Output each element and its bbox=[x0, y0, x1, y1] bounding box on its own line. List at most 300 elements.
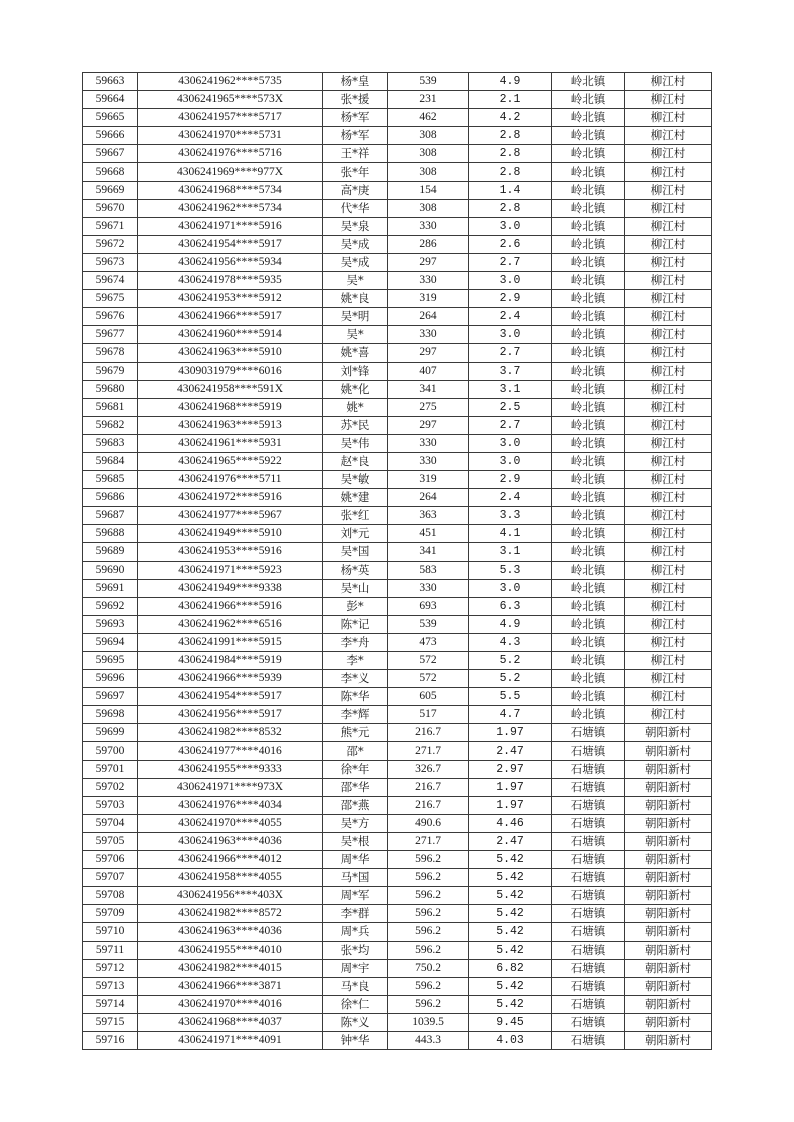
id-number-cell: 4306241976****5711 bbox=[138, 471, 323, 489]
table-row bbox=[83, 525, 712, 543]
id-number-cell: 4306241977****4016 bbox=[138, 742, 323, 760]
name-cell: 刘*元 bbox=[323, 525, 388, 543]
name-cell: 马*良 bbox=[323, 977, 388, 995]
name-cell: 钟*华 bbox=[323, 1031, 388, 1049]
amount-cell: 2.7 bbox=[469, 344, 552, 362]
town-cell: 岭北镇 bbox=[552, 73, 625, 91]
id-number-cell: 4306241972****5916 bbox=[138, 489, 323, 507]
village-cell: 柳江村 bbox=[625, 489, 712, 507]
area-cell: 341 bbox=[388, 543, 469, 561]
name-cell: 邵*燕 bbox=[323, 796, 388, 814]
name-cell: 张*年 bbox=[323, 163, 388, 181]
village-cell: 柳江村 bbox=[625, 109, 712, 127]
serial-cell: 59709 bbox=[83, 905, 138, 923]
village-cell: 朝阳新村 bbox=[625, 814, 712, 832]
area-cell: 1039.5 bbox=[388, 1013, 469, 1031]
amount-cell: 1.97 bbox=[469, 724, 552, 742]
village-cell: 朝阳新村 bbox=[625, 724, 712, 742]
village-cell: 朝阳新村 bbox=[625, 887, 712, 905]
area-cell: 330 bbox=[388, 452, 469, 470]
id-number-cell: 4306241982****4015 bbox=[138, 959, 323, 977]
serial-cell: 59675 bbox=[83, 290, 138, 308]
table-row bbox=[83, 1031, 712, 1049]
amount-cell: 2.8 bbox=[469, 127, 552, 145]
amount-cell: 4.1 bbox=[469, 525, 552, 543]
serial-cell: 59674 bbox=[83, 272, 138, 290]
id-number-cell: 4306241977****5967 bbox=[138, 507, 323, 525]
serial-cell: 59712 bbox=[83, 959, 138, 977]
serial-cell: 59704 bbox=[83, 814, 138, 832]
town-cell: 岭北镇 bbox=[552, 163, 625, 181]
id-number-cell: 4306241984****5919 bbox=[138, 652, 323, 670]
area-cell: 275 bbox=[388, 398, 469, 416]
serial-cell: 59686 bbox=[83, 489, 138, 507]
amount-cell: 3.3 bbox=[469, 507, 552, 525]
amount-cell: 2.6 bbox=[469, 235, 552, 253]
serial-cell: 59689 bbox=[83, 543, 138, 561]
amount-cell: 3.7 bbox=[469, 362, 552, 380]
name-cell: 吴*泉 bbox=[323, 217, 388, 235]
amount-cell: 9.45 bbox=[469, 1013, 552, 1031]
name-cell: 李* bbox=[323, 652, 388, 670]
town-cell: 石塘镇 bbox=[552, 796, 625, 814]
amount-cell: 2.1 bbox=[469, 91, 552, 109]
town-cell: 岭北镇 bbox=[552, 670, 625, 688]
amount-cell: 4.7 bbox=[469, 706, 552, 724]
id-number-cell: 4306241963****4036 bbox=[138, 832, 323, 850]
town-cell: 岭北镇 bbox=[552, 127, 625, 145]
town-cell: 石塘镇 bbox=[552, 832, 625, 850]
table-row bbox=[83, 91, 712, 109]
serial-cell: 59673 bbox=[83, 253, 138, 271]
area-cell: 330 bbox=[388, 217, 469, 235]
area-cell: 264 bbox=[388, 489, 469, 507]
id-number-cell: 4306241956****5934 bbox=[138, 253, 323, 271]
serial-cell: 59664 bbox=[83, 91, 138, 109]
area-cell: 297 bbox=[388, 344, 469, 362]
id-number-cell: 4306241962****5735 bbox=[138, 73, 323, 91]
village-cell: 柳江村 bbox=[625, 91, 712, 109]
name-cell: 周*宇 bbox=[323, 959, 388, 977]
amount-cell: 3.0 bbox=[469, 326, 552, 344]
serial-cell: 59682 bbox=[83, 416, 138, 434]
name-cell: 吴*国 bbox=[323, 543, 388, 561]
serial-cell: 59671 bbox=[83, 217, 138, 235]
id-number-cell: 4306241970****4016 bbox=[138, 995, 323, 1013]
table-row bbox=[83, 561, 712, 579]
town-cell: 石塘镇 bbox=[552, 959, 625, 977]
area-cell: 297 bbox=[388, 253, 469, 271]
table-row bbox=[83, 778, 712, 796]
area-cell: 596.2 bbox=[388, 887, 469, 905]
village-cell: 柳江村 bbox=[625, 398, 712, 416]
table-row bbox=[83, 127, 712, 145]
id-number-cell: 4306241971****5923 bbox=[138, 561, 323, 579]
town-cell: 岭北镇 bbox=[552, 543, 625, 561]
name-cell: 王*祥 bbox=[323, 145, 388, 163]
town-cell: 石塘镇 bbox=[552, 995, 625, 1013]
table-row bbox=[83, 760, 712, 778]
town-cell: 岭北镇 bbox=[552, 290, 625, 308]
name-cell: 赵*良 bbox=[323, 452, 388, 470]
village-cell: 朝阳新村 bbox=[625, 1031, 712, 1049]
town-cell: 岭北镇 bbox=[552, 525, 625, 543]
name-cell: 吴*根 bbox=[323, 832, 388, 850]
village-cell: 朝阳新村 bbox=[625, 905, 712, 923]
area-cell: 286 bbox=[388, 235, 469, 253]
id-number-cell: 4306241963****5910 bbox=[138, 344, 323, 362]
serial-cell: 59681 bbox=[83, 398, 138, 416]
town-cell: 石塘镇 bbox=[552, 869, 625, 887]
village-cell: 柳江村 bbox=[625, 416, 712, 434]
area-cell: 407 bbox=[388, 362, 469, 380]
amount-cell: 2.9 bbox=[469, 471, 552, 489]
area-cell: 326.7 bbox=[388, 760, 469, 778]
area-cell: 308 bbox=[388, 199, 469, 217]
amount-cell: 2.47 bbox=[469, 832, 552, 850]
town-cell: 岭北镇 bbox=[552, 597, 625, 615]
town-cell: 石塘镇 bbox=[552, 887, 625, 905]
area-cell: 583 bbox=[388, 561, 469, 579]
amount-cell: 5.2 bbox=[469, 670, 552, 688]
amount-cell: 4.3 bbox=[469, 633, 552, 651]
id-number-cell: 4306241966****5917 bbox=[138, 308, 323, 326]
village-cell: 柳江村 bbox=[625, 362, 712, 380]
amount-cell: 4.46 bbox=[469, 814, 552, 832]
serial-cell: 59688 bbox=[83, 525, 138, 543]
town-cell: 石塘镇 bbox=[552, 724, 625, 742]
amount-cell: 2.7 bbox=[469, 416, 552, 434]
amount-cell: 5.3 bbox=[469, 561, 552, 579]
village-cell: 朝阳新村 bbox=[625, 941, 712, 959]
table-row bbox=[83, 109, 712, 127]
table-row bbox=[83, 851, 712, 869]
amount-cell: 5.2 bbox=[469, 652, 552, 670]
town-cell: 岭北镇 bbox=[552, 398, 625, 416]
village-cell: 柳江村 bbox=[625, 525, 712, 543]
village-cell: 柳江村 bbox=[625, 670, 712, 688]
serial-cell: 59683 bbox=[83, 434, 138, 452]
name-cell: 周*兵 bbox=[323, 923, 388, 941]
serial-cell: 59667 bbox=[83, 145, 138, 163]
village-cell: 柳江村 bbox=[625, 199, 712, 217]
area-cell: 271.7 bbox=[388, 832, 469, 850]
village-cell: 柳江村 bbox=[625, 217, 712, 235]
town-cell: 岭北镇 bbox=[552, 145, 625, 163]
village-cell: 柳江村 bbox=[625, 145, 712, 163]
amount-cell: 5.42 bbox=[469, 905, 552, 923]
id-number-cell: 4306241968****5734 bbox=[138, 181, 323, 199]
serial-cell: 59714 bbox=[83, 995, 138, 1013]
town-cell: 岭北镇 bbox=[552, 380, 625, 398]
name-cell: 张*援 bbox=[323, 91, 388, 109]
town-cell: 岭北镇 bbox=[552, 688, 625, 706]
table-row bbox=[83, 941, 712, 959]
name-cell: 李*义 bbox=[323, 670, 388, 688]
village-cell: 柳江村 bbox=[625, 253, 712, 271]
name-cell: 姚*建 bbox=[323, 489, 388, 507]
name-cell: 姚*喜 bbox=[323, 344, 388, 362]
town-cell: 石塘镇 bbox=[552, 760, 625, 778]
id-number-cell: 4306241965****573X bbox=[138, 91, 323, 109]
table-row bbox=[83, 597, 712, 615]
name-cell: 李*辉 bbox=[323, 706, 388, 724]
town-cell: 岭北镇 bbox=[552, 452, 625, 470]
town-cell: 岭北镇 bbox=[552, 91, 625, 109]
amount-cell: 2.5 bbox=[469, 398, 552, 416]
id-number-cell: 4306241982****8572 bbox=[138, 905, 323, 923]
serial-cell: 59663 bbox=[83, 73, 138, 91]
town-cell: 岭北镇 bbox=[552, 507, 625, 525]
area-cell: 216.7 bbox=[388, 778, 469, 796]
area-cell: 596.2 bbox=[388, 869, 469, 887]
town-cell: 石塘镇 bbox=[552, 742, 625, 760]
town-cell: 石塘镇 bbox=[552, 1013, 625, 1031]
serial-cell: 59701 bbox=[83, 760, 138, 778]
name-cell: 苏*民 bbox=[323, 416, 388, 434]
serial-cell: 59716 bbox=[83, 1031, 138, 1049]
area-cell: 216.7 bbox=[388, 724, 469, 742]
serial-cell: 59705 bbox=[83, 832, 138, 850]
name-cell: 陈*华 bbox=[323, 688, 388, 706]
id-number-cell: 4306241966****3871 bbox=[138, 977, 323, 995]
id-number-cell: 4306241962****5734 bbox=[138, 199, 323, 217]
table-row bbox=[83, 977, 712, 995]
serial-cell: 59678 bbox=[83, 344, 138, 362]
area-cell: 330 bbox=[388, 272, 469, 290]
amount-cell: 3.0 bbox=[469, 434, 552, 452]
serial-cell: 59715 bbox=[83, 1013, 138, 1031]
village-cell: 朝阳新村 bbox=[625, 760, 712, 778]
table-row bbox=[83, 905, 712, 923]
area-cell: 154 bbox=[388, 181, 469, 199]
serial-cell: 59666 bbox=[83, 127, 138, 145]
id-number-cell: 4306241956****403X bbox=[138, 887, 323, 905]
table-row bbox=[83, 290, 712, 308]
name-cell: 李*舟 bbox=[323, 633, 388, 651]
village-cell: 柳江村 bbox=[625, 290, 712, 308]
table-row bbox=[83, 923, 712, 941]
village-cell: 朝阳新村 bbox=[625, 851, 712, 869]
amount-cell: 2.7 bbox=[469, 253, 552, 271]
id-number-cell: 4306241949****9338 bbox=[138, 579, 323, 597]
village-cell: 柳江村 bbox=[625, 235, 712, 253]
town-cell: 岭北镇 bbox=[552, 199, 625, 217]
serial-cell: 59690 bbox=[83, 561, 138, 579]
name-cell: 杨*军 bbox=[323, 109, 388, 127]
village-cell: 柳江村 bbox=[625, 163, 712, 181]
amount-cell: 5.42 bbox=[469, 869, 552, 887]
id-number-cell: 4306241953****5916 bbox=[138, 543, 323, 561]
table-row bbox=[83, 73, 712, 91]
serial-cell: 59702 bbox=[83, 778, 138, 796]
area-cell: 363 bbox=[388, 507, 469, 525]
amount-cell: 3.0 bbox=[469, 579, 552, 597]
area-cell: 319 bbox=[388, 471, 469, 489]
serial-cell: 59672 bbox=[83, 235, 138, 253]
amount-cell: 1.4 bbox=[469, 181, 552, 199]
name-cell: 吴*伟 bbox=[323, 434, 388, 452]
town-cell: 岭北镇 bbox=[552, 253, 625, 271]
amount-cell: 3.1 bbox=[469, 380, 552, 398]
id-number-cell: 4306241963****4036 bbox=[138, 923, 323, 941]
area-cell: 596.2 bbox=[388, 977, 469, 995]
amount-cell: 1.97 bbox=[469, 778, 552, 796]
serial-cell: 59693 bbox=[83, 615, 138, 633]
amount-cell: 2.9 bbox=[469, 290, 552, 308]
id-number-cell: 4306241968****4037 bbox=[138, 1013, 323, 1031]
village-cell: 朝阳新村 bbox=[625, 796, 712, 814]
area-cell: 572 bbox=[388, 670, 469, 688]
name-cell: 彭* bbox=[323, 597, 388, 615]
id-number-cell: 4306241982****8532 bbox=[138, 724, 323, 742]
village-cell: 柳江村 bbox=[625, 633, 712, 651]
town-cell: 岭北镇 bbox=[552, 272, 625, 290]
area-cell: 271.7 bbox=[388, 742, 469, 760]
serial-cell: 59697 bbox=[83, 688, 138, 706]
id-number-cell: 4306241966****4012 bbox=[138, 851, 323, 869]
serial-cell: 59680 bbox=[83, 380, 138, 398]
town-cell: 石塘镇 bbox=[552, 851, 625, 869]
name-cell: 吴*山 bbox=[323, 579, 388, 597]
town-cell: 岭北镇 bbox=[552, 344, 625, 362]
village-cell: 柳江村 bbox=[625, 688, 712, 706]
name-cell: 李*群 bbox=[323, 905, 388, 923]
name-cell: 吴*敏 bbox=[323, 471, 388, 489]
village-cell: 柳江村 bbox=[625, 181, 712, 199]
serial-cell: 59679 bbox=[83, 362, 138, 380]
town-cell: 石塘镇 bbox=[552, 923, 625, 941]
name-cell: 杨*皇 bbox=[323, 73, 388, 91]
area-cell: 605 bbox=[388, 688, 469, 706]
town-cell: 岭北镇 bbox=[552, 615, 625, 633]
town-cell: 岭北镇 bbox=[552, 235, 625, 253]
serial-cell: 59685 bbox=[83, 471, 138, 489]
id-number-cell: 4306241971****4091 bbox=[138, 1031, 323, 1049]
town-cell: 岭北镇 bbox=[552, 217, 625, 235]
village-cell: 柳江村 bbox=[625, 73, 712, 91]
amount-cell: 2.8 bbox=[469, 199, 552, 217]
area-cell: 539 bbox=[388, 615, 469, 633]
area-cell: 572 bbox=[388, 652, 469, 670]
table-row bbox=[83, 652, 712, 670]
name-cell: 周*华 bbox=[323, 851, 388, 869]
village-cell: 朝阳新村 bbox=[625, 923, 712, 941]
village-cell: 柳江村 bbox=[625, 452, 712, 470]
table-row bbox=[83, 959, 712, 977]
table-row bbox=[83, 235, 712, 253]
village-cell: 柳江村 bbox=[625, 561, 712, 579]
amount-cell: 5.5 bbox=[469, 688, 552, 706]
name-cell: 代*华 bbox=[323, 199, 388, 217]
village-cell: 柳江村 bbox=[625, 579, 712, 597]
amount-cell: 3.1 bbox=[469, 543, 552, 561]
name-cell: 徐*年 bbox=[323, 760, 388, 778]
area-cell: 308 bbox=[388, 127, 469, 145]
table-row bbox=[83, 416, 712, 434]
name-cell: 吴*方 bbox=[323, 814, 388, 832]
town-cell: 石塘镇 bbox=[552, 1031, 625, 1049]
amount-cell: 1.97 bbox=[469, 796, 552, 814]
amount-cell: 3.0 bbox=[469, 217, 552, 235]
town-cell: 石塘镇 bbox=[552, 814, 625, 832]
name-cell: 高*庚 bbox=[323, 181, 388, 199]
table-row bbox=[83, 995, 712, 1013]
table-row bbox=[83, 688, 712, 706]
village-cell: 柳江村 bbox=[625, 507, 712, 525]
id-number-cell: 4306241970****4055 bbox=[138, 814, 323, 832]
id-number-cell: 4306241970****5731 bbox=[138, 127, 323, 145]
table-row bbox=[83, 543, 712, 561]
area-cell: 473 bbox=[388, 633, 469, 651]
serial-cell: 59708 bbox=[83, 887, 138, 905]
area-cell: 231 bbox=[388, 91, 469, 109]
table-row bbox=[83, 670, 712, 688]
area-cell: 693 bbox=[388, 597, 469, 615]
table-row bbox=[83, 398, 712, 416]
table-row bbox=[83, 145, 712, 163]
amount-cell: 2.8 bbox=[469, 145, 552, 163]
serial-cell: 59711 bbox=[83, 941, 138, 959]
area-cell: 596.2 bbox=[388, 995, 469, 1013]
name-cell: 姚*良 bbox=[323, 290, 388, 308]
serial-cell: 59710 bbox=[83, 923, 138, 941]
area-cell: 308 bbox=[388, 145, 469, 163]
serial-cell: 59691 bbox=[83, 579, 138, 597]
area-cell: 596.2 bbox=[388, 905, 469, 923]
village-cell: 朝阳新村 bbox=[625, 778, 712, 796]
name-cell: 邵* bbox=[323, 742, 388, 760]
id-number-cell: 4306241961****5931 bbox=[138, 434, 323, 452]
town-cell: 岭北镇 bbox=[552, 471, 625, 489]
id-number-cell: 4306241949****5910 bbox=[138, 525, 323, 543]
table-row bbox=[83, 1013, 712, 1031]
village-cell: 朝阳新村 bbox=[625, 742, 712, 760]
name-cell: 邵*华 bbox=[323, 778, 388, 796]
name-cell: 吴* bbox=[323, 272, 388, 290]
serial-cell: 59676 bbox=[83, 308, 138, 326]
table-row bbox=[83, 380, 712, 398]
amount-cell: 5.42 bbox=[469, 977, 552, 995]
name-cell: 陈*义 bbox=[323, 1013, 388, 1031]
table-row bbox=[83, 724, 712, 742]
id-number-cell: 4306241966****5939 bbox=[138, 670, 323, 688]
id-number-cell: 4306241962****6516 bbox=[138, 615, 323, 633]
area-cell: 596.2 bbox=[388, 923, 469, 941]
serial-cell: 59677 bbox=[83, 326, 138, 344]
village-cell: 柳江村 bbox=[625, 706, 712, 724]
table-row bbox=[83, 832, 712, 850]
village-cell: 柳江村 bbox=[625, 434, 712, 452]
table-row bbox=[83, 579, 712, 597]
town-cell: 石塘镇 bbox=[552, 941, 625, 959]
village-cell: 柳江村 bbox=[625, 652, 712, 670]
town-cell: 岭北镇 bbox=[552, 561, 625, 579]
town-cell: 岭北镇 bbox=[552, 706, 625, 724]
amount-cell: 2.4 bbox=[469, 489, 552, 507]
table-row bbox=[83, 507, 712, 525]
amount-cell: 4.03 bbox=[469, 1031, 552, 1049]
table-row bbox=[83, 489, 712, 507]
table-row bbox=[83, 887, 712, 905]
amount-cell: 5.42 bbox=[469, 995, 552, 1013]
area-cell: 330 bbox=[388, 579, 469, 597]
table-row bbox=[83, 869, 712, 887]
name-cell: 周*军 bbox=[323, 887, 388, 905]
serial-cell: 59707 bbox=[83, 869, 138, 887]
name-cell: 刘*锋 bbox=[323, 362, 388, 380]
amount-cell: 4.9 bbox=[469, 73, 552, 91]
